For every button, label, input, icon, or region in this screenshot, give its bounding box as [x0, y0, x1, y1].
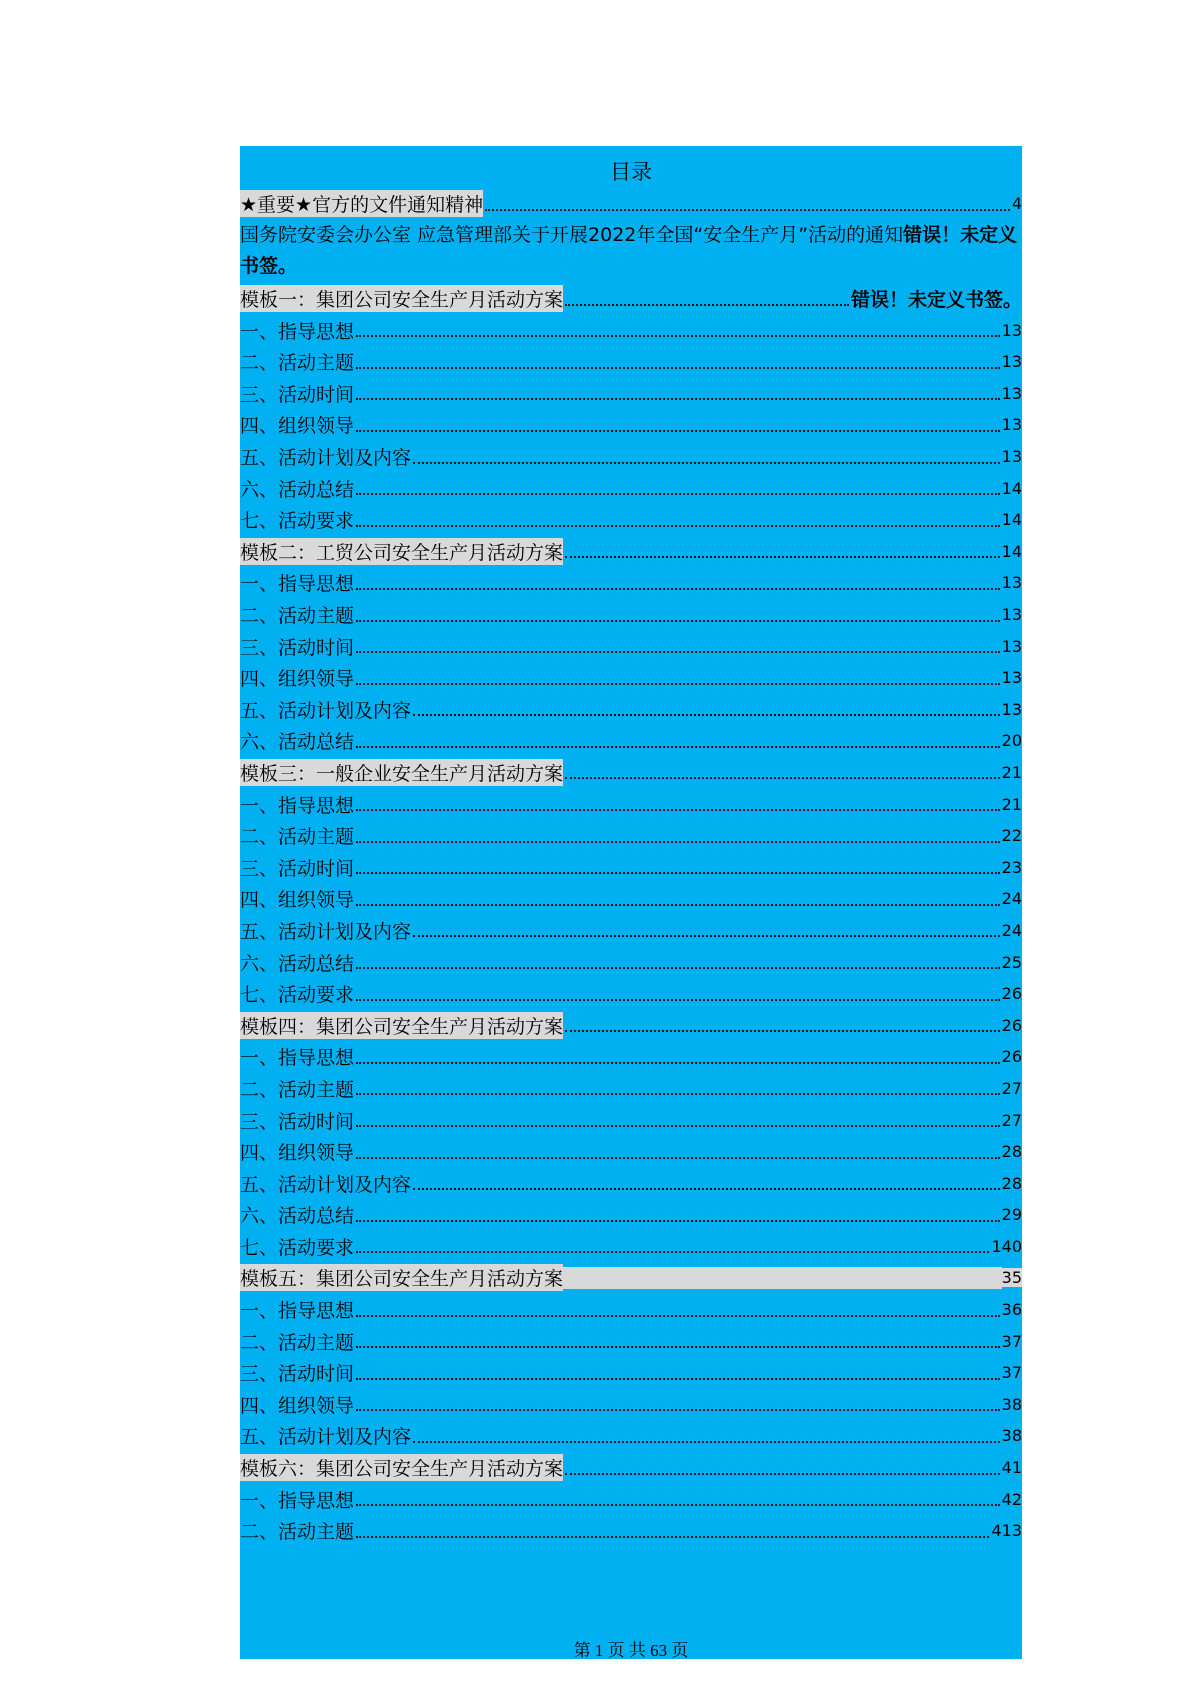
toc-entry-label: 模板二：工贸公司安全生产月活动方案: [240, 538, 563, 565]
toc-entry[interactable]: [240, 188, 1022, 220]
toc-entry[interactable]: [240, 1136, 1022, 1168]
toc-entry[interactable]: [240, 409, 1022, 441]
toc-entry-label: 二、活动主题: [240, 1331, 355, 1354]
toc-entry-label: 二、活动主题: [240, 352, 355, 375]
toc-dot-leader: [356, 728, 1000, 748]
toc-entry[interactable]: [240, 536, 1022, 568]
toc-entry-label: 五、活动计划及内容: [240, 1426, 412, 1449]
toc-entry-label: 二、活动主题: [240, 1521, 355, 1544]
toc-dot-leader: [413, 696, 1000, 716]
toc-dot-leader: [356, 949, 1000, 969]
toc-dot-leader: [356, 854, 1000, 874]
toc-entry[interactable]: [240, 472, 1022, 504]
toc-entry-label: 五、活动计划及内容: [240, 699, 412, 722]
toc-entry[interactable]: [240, 662, 1022, 694]
toc-page-number: 14: [1001, 541, 1022, 561]
toc-dot-leader: [565, 1012, 1000, 1032]
toc-entry[interactable]: [240, 314, 1022, 346]
toc-entry[interactable]: [240, 283, 1022, 315]
toc-entries: [240, 188, 1022, 1547]
toc-dot-leader: [356, 1486, 1000, 1506]
toc-entry-label: 三、活动时间: [240, 383, 355, 406]
toc-entry[interactable]: [240, 788, 1022, 820]
toc-entry[interactable]: [240, 978, 1022, 1010]
toc-entry-label: 三、活动时间: [240, 636, 355, 659]
toc-entry[interactable]: [240, 946, 1022, 978]
toc-entry[interactable]: [240, 694, 1022, 726]
toc-entry-label: 国务院安委会办公室 应急管理部关于开展2022年全国“安全生产月”活动的通知: [240, 223, 904, 246]
toc-entry-label: 一、指导思想: [240, 573, 355, 596]
toc-page-number: 27: [1001, 1110, 1022, 1130]
toc-dot-leader: [565, 759, 1000, 779]
toc-page-number: 29: [1001, 1205, 1022, 1225]
toc-entry[interactable]: [240, 1357, 1022, 1389]
toc-entry[interactable]: [240, 1294, 1022, 1326]
toc-page-number: 22: [1001, 826, 1022, 846]
toc-entry-label: 四、组织领导: [240, 668, 355, 691]
toc-page-number: 26: [1001, 1047, 1022, 1067]
toc-dot-leader: [485, 191, 1010, 211]
toc-page-number: 13: [1001, 383, 1022, 403]
toc-entry-label: 三、活动时间: [240, 857, 355, 880]
toc-dot-leader: [413, 917, 1000, 937]
toc-dot-leader: [356, 507, 1000, 527]
toc-dot-leader: [356, 1233, 989, 1253]
toc-entry-error: 错误！未定义书签。: [850, 289, 1022, 312]
toc-dot-leader: [565, 286, 849, 306]
toc-page-number: 13: [1001, 668, 1022, 688]
toc-page-number: 37: [1001, 1363, 1022, 1383]
toc-title: 目录: [610, 160, 652, 184]
toc-page-number: 24: [1001, 889, 1022, 909]
toc-entry[interactable]: [240, 378, 1022, 410]
toc-page-number: 21: [1001, 762, 1022, 782]
toc-entry[interactable]: [240, 1231, 1022, 1263]
toc-entry-label: 五、活动计划及内容: [240, 447, 412, 470]
toc-dot-leader: [356, 791, 1000, 811]
toc-entry-error: 错误！未定义书签。: [240, 223, 1018, 278]
toc-entry[interactable]: [240, 567, 1022, 599]
toc-entry[interactable]: [240, 1389, 1022, 1421]
toc-page-number: 13: [1001, 636, 1022, 656]
toc-dot-leader: [356, 1297, 1000, 1317]
toc-dot-leader: [413, 444, 1000, 464]
toc-page-number: 13: [1001, 447, 1022, 467]
toc-entry-label: 四、组织领导: [240, 889, 355, 912]
toc-page-number: 38: [1001, 1426, 1022, 1446]
toc-entry-label: 三、活动时间: [240, 1110, 355, 1133]
toc-dot-leader: [356, 981, 1000, 1001]
toc-page-number: 13: [1001, 605, 1022, 625]
toc-entry-label: 一、指导思想: [240, 320, 355, 343]
toc-entry-label: 二、活动主题: [240, 1078, 355, 1101]
toc-entry-label: 一、指导思想: [240, 1047, 355, 1070]
toc-entry-label: 模板五：集团公司安全生产月活动方案: [240, 1264, 563, 1291]
toc-entry[interactable]: [240, 1073, 1022, 1105]
toc-dot-leader: [356, 349, 1000, 369]
toc-entry-label: 六、活动总结: [240, 731, 355, 754]
toc-entry-label: 七、活动要求: [240, 984, 355, 1007]
toc-entry[interactable]: [240, 725, 1022, 757]
toc-page-number: 13: [1001, 699, 1022, 719]
toc-entry-label: 三、活动时间: [240, 1363, 355, 1386]
toc-entry-label: 一、指导思想: [240, 794, 355, 817]
toc-entry[interactable]: [240, 346, 1022, 378]
toc-page-number: 41: [1001, 1458, 1022, 1478]
toc-page-number: 26: [1001, 1015, 1022, 1035]
toc-entry[interactable]: [240, 1104, 1022, 1136]
toc-entry[interactable]: [240, 1167, 1022, 1199]
toc-dot-leader: [356, 823, 1000, 843]
toc-page-number: 14: [1001, 510, 1022, 530]
toc-entry-label: 六、活动总结: [240, 478, 355, 501]
toc-entry-label: 二、活动主题: [240, 605, 355, 628]
toc-dot-leader: [356, 1107, 1000, 1127]
toc-entry-label: 模板一：集团公司安全生产月活动方案: [240, 285, 563, 312]
toc-entry[interactable]: [240, 851, 1022, 883]
toc-dot-leader: [356, 633, 1000, 653]
toc-page-number: 14: [1001, 478, 1022, 498]
toc-page-number: 42: [1001, 1489, 1022, 1509]
toc-page-number: 23: [1001, 857, 1022, 877]
toc-entry-label: 五、活动计划及内容: [240, 1173, 412, 1196]
toc-entry-label: 模板三：一般企业安全生产月活动方案: [240, 759, 563, 786]
toc-entry[interactable]: [240, 883, 1022, 915]
toc-entry-label: 四、组织领导: [240, 415, 355, 438]
toc-entry[interactable]: [240, 1483, 1022, 1515]
toc-page-number: 35: [1001, 1268, 1022, 1288]
toc-dot-leader: [356, 1202, 1000, 1222]
toc-entry-label: 模板六：集团公司安全生产月活动方案: [240, 1454, 563, 1481]
toc-dot-leader: [356, 1360, 1000, 1380]
toc-entry-label: 四、组织领导: [240, 1394, 355, 1417]
page-footer: 第 1 页 共 63 页: [573, 1641, 689, 1660]
toc-page-number: 140: [991, 1236, 1022, 1256]
toc-entry[interactable]: [240, 757, 1022, 789]
toc-page-number: 27: [1001, 1078, 1022, 1098]
toc-dot-leader: [356, 1391, 1000, 1411]
toc-dot-leader: [356, 1328, 1000, 1348]
toc-page-number: 38: [1001, 1394, 1022, 1414]
toc-page-number: 13: [1001, 352, 1022, 372]
toc-entry[interactable]: [240, 1199, 1022, 1231]
toc-page-number: 25: [1001, 952, 1022, 972]
toc-page: [240, 146, 1022, 1659]
toc-entry-label: 一、指导思想: [240, 1489, 355, 1512]
toc-dot-leader: [413, 1423, 1000, 1443]
toc-dot-leader: [413, 1170, 1000, 1190]
toc-entry[interactable]: [240, 599, 1022, 631]
toc-dot-leader: [356, 412, 1000, 432]
toc-page-number: 37: [1001, 1331, 1022, 1351]
toc-entry[interactable]: [240, 915, 1022, 947]
toc-entry[interactable]: [240, 1515, 1022, 1547]
toc-dot-leader: [356, 886, 1000, 906]
toc-entry-label: 七、活动要求: [240, 510, 355, 533]
toc-dot-leader: [356, 1044, 1000, 1064]
toc-page-number: 24: [1001, 920, 1022, 940]
toc-entry[interactable]: [240, 1452, 1022, 1484]
toc-page-number: 36: [1001, 1300, 1022, 1320]
toc-dot-leader: [356, 570, 1000, 590]
toc-entry[interactable]: [240, 820, 1022, 852]
toc-entry[interactable]: [240, 1325, 1022, 1357]
toc-dot-leader: [356, 665, 1000, 685]
toc-entry-label: 五、活动计划及内容: [240, 920, 412, 943]
toc-entry-label: ★重要★官方的文件通知精神: [240, 190, 483, 217]
toc-page-number: 21: [1001, 794, 1022, 814]
toc-dot-leader: [356, 475, 1000, 495]
toc-dot-leader: [356, 317, 1000, 337]
toc-entry-label: 七、活动要求: [240, 1236, 355, 1259]
toc-page-number: 413: [991, 1521, 1022, 1541]
toc-dot-leader: [565, 1455, 1000, 1475]
toc-entry[interactable]: [240, 441, 1022, 473]
toc-page-number: 4: [1011, 194, 1022, 214]
toc-page-number: 13: [1001, 415, 1022, 435]
toc-dot-leader: [563, 1267, 1002, 1289]
toc-dot-leader: [356, 1139, 1000, 1159]
toc-dot-leader: [356, 602, 1000, 622]
toc-entry[interactable]: [240, 1041, 1022, 1073]
toc-entry-label: 一、指导思想: [240, 1300, 355, 1323]
toc-page-number: 13: [1001, 320, 1022, 340]
toc-entry-label: 二、活动主题: [240, 826, 355, 849]
toc-entry-label: 六、活动总结: [240, 952, 355, 975]
toc-dot-leader: [356, 1075, 1000, 1095]
toc-page-number: 20: [1001, 731, 1022, 751]
toc-entry[interactable]: [240, 504, 1022, 536]
toc-entry[interactable]: [240, 1420, 1022, 1452]
toc-dot-leader: [356, 1518, 989, 1538]
toc-entry-label: 六、活动总结: [240, 1205, 355, 1228]
toc-entry[interactable]: [240, 630, 1022, 662]
toc-entry-notice[interactable]: [240, 220, 1022, 283]
toc-entry-label: 模板四：集团公司安全生产月活动方案: [240, 1012, 563, 1039]
toc-entry[interactable]: [240, 1262, 1022, 1294]
toc-entry-label: 四、组织领导: [240, 1142, 355, 1165]
toc-page-number: 28: [1001, 1173, 1022, 1193]
toc-page-number: 28: [1001, 1142, 1022, 1162]
toc-dot-leader: [565, 538, 1000, 558]
toc-page-number: 13: [1001, 573, 1022, 593]
toc-page-number: 26: [1001, 984, 1022, 1004]
toc-dot-leader: [356, 380, 1000, 400]
toc-entry[interactable]: [240, 1009, 1022, 1041]
